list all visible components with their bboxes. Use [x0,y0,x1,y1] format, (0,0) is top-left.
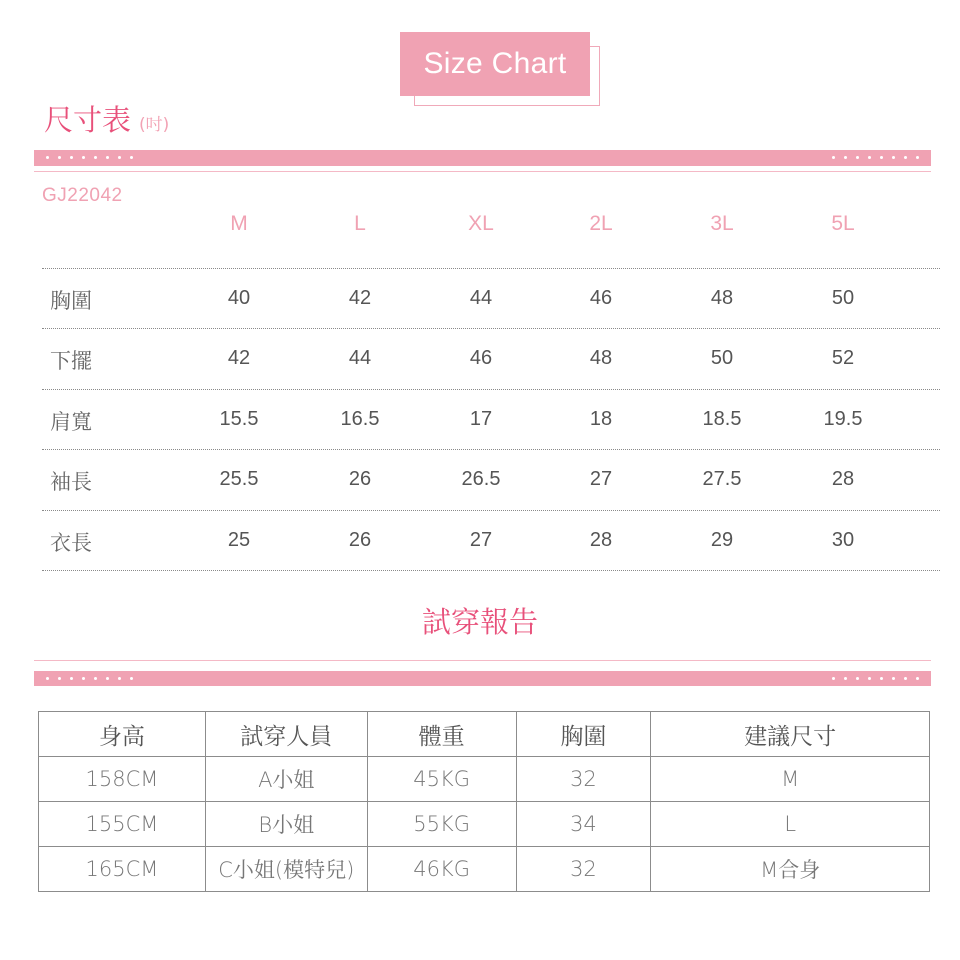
table-cell: A小姐 [205,757,367,802]
size-cell: 25.5 [219,468,259,490]
table-cell: B小姐 [205,802,367,847]
table-cell: M合身 [651,847,930,892]
size-chart-badge: Size Chart [400,32,590,96]
size-cell: 50 [831,287,855,309]
table-cell: 155CM [39,802,206,847]
size-row-label: 衣長 [50,531,92,555]
size-cell: 27.5 [702,468,742,490]
size-header-xl: XL [468,212,494,235]
page-title [44,98,169,139]
column-header: 建議尺寸 [651,712,930,757]
size-cell: 27 [589,468,613,490]
size-cell: 18 [589,408,613,430]
table-header-row [39,712,930,757]
size-header-3l: 3L [710,212,734,235]
size-cell: 50 [710,347,734,369]
table-cell: 45KG [367,757,516,802]
size-cell: 44 [469,287,493,309]
size-cell: 27 [469,529,493,551]
size-cell: 48 [589,347,613,369]
size-cell: 48 [710,287,734,309]
dots-right [832,156,919,159]
size-cell: 29 [710,529,734,551]
size-cell: 28 [831,468,855,490]
fitting-report-title: 試穿報告 [421,605,538,639]
table-cell: 158CM [39,757,206,802]
dots-left [46,156,133,159]
table-cell: 32 [516,757,651,802]
row-divider [42,449,940,450]
row-divider [42,570,940,571]
size-header-5l: 5L [831,212,855,235]
size-row-label: 肩寬 [50,410,92,434]
row-divider [42,268,940,269]
size-cell: 42 [348,287,372,309]
size-row-label: 袖長 [50,470,92,494]
size-cell: 16.5 [340,408,380,430]
fitting-report-table [38,711,930,892]
title-unit: (吋) [139,115,170,135]
size-cell: 28 [589,529,613,551]
table-cell: 46KG [367,847,516,892]
size-cell: 19.5 [823,408,863,430]
size-cell: 26 [348,529,372,551]
bottom-divider-bar [34,671,931,686]
bottom-divider-line [34,660,931,661]
table-cell: 32 [516,847,651,892]
table-row [39,802,930,847]
top-divider-line [34,171,931,172]
column-header: 試穿人員 [205,712,367,757]
dots-left [46,677,133,680]
size-row-label: 下擺 [50,349,92,373]
row-divider [42,510,940,511]
size-cell: 30 [831,529,855,551]
size-cell: 44 [348,347,372,369]
product-code: GJ22042 [42,185,123,206]
table-row [39,847,930,892]
size-header-2l: 2L [589,212,613,235]
table-cell: M [651,757,930,802]
column-header: 胸圍 [516,712,651,757]
table-cell: 34 [516,802,651,847]
table-cell: 165CM [39,847,206,892]
top-divider-bar [34,150,931,166]
dots-right [832,677,919,680]
column-header: 身高 [39,712,206,757]
table-cell: L [651,802,930,847]
size-header-l: L [354,212,366,235]
table-row [39,757,930,802]
table-cell: C小姐(模特兒) [205,847,367,892]
size-cell: 46 [469,347,493,369]
size-cell: 15.5 [219,408,259,430]
table-cell: 55KG [367,802,516,847]
size-cell: 42 [227,347,251,369]
size-cell: 18.5 [702,408,742,430]
title-text: 尺寸表 [44,103,132,137]
size-cell: 46 [589,287,613,309]
row-divider [42,389,940,390]
size-cell: 25 [227,529,251,551]
size-cell: 52 [831,347,855,369]
size-cell: 26.5 [461,468,501,490]
column-header: 體重 [367,712,516,757]
size-cell: 17 [469,408,493,430]
size-header-m: M [230,212,248,235]
size-cell: 26 [348,468,372,490]
size-row-label: 胸圍 [50,289,92,313]
size-cell: 40 [227,287,251,309]
row-divider [42,328,940,329]
